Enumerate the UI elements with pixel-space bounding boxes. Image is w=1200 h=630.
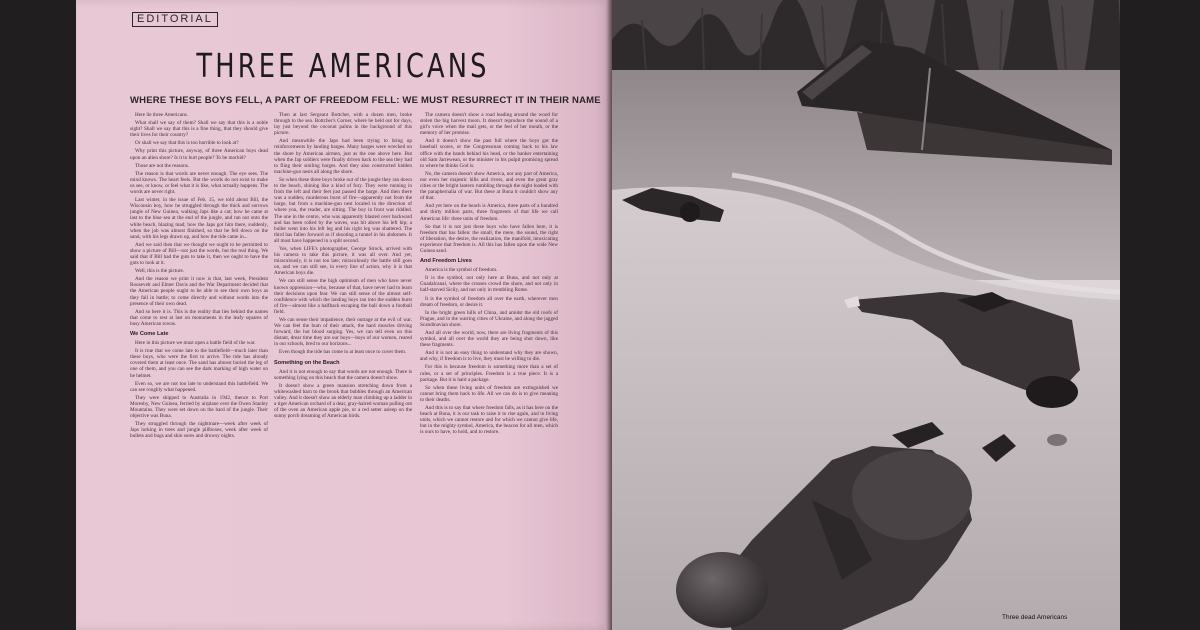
body-paragraph: For this is because freedom is something more than a set of rules, or a set of principles. Freedom is a true piece. It is a package. But it is hard a package. <box>420 364 558 383</box>
section-subhead: And Freedom Lives <box>420 258 472 265</box>
body-paragraph: Here in this picture we must open a battle field of the war. <box>135 340 256 347</box>
body-paragraph: Well, this is the picture. <box>135 268 185 275</box>
body-paragraph: And it is not an easy thing to understand why they are shown, and why, if freedom is to live, they must be willing to die. <box>420 350 558 363</box>
body-paragraph: It is the symbol, not only here at Buna, and not only at Guadalcanal, where the crosses crowd the shore, and not only in half-starved Sicily, and not only in trembling Rome. <box>420 275 558 294</box>
body-paragraph: And all over the world, now, there are living fragments of this symbol, and all over the world they are being shot down, like these fragments. <box>420 330 558 349</box>
body-paragraph: And the reason we print it now is that, last week, President Roosevelt and Elmer Davis and the War Department decided that the American people ought to be able to see their own boys as they fall in battle; to come directly and without words into the presence of their own dead. <box>130 276 268 307</box>
body-paragraph: Even though the tide has come in at least once to cover them. <box>279 349 407 356</box>
photo-caption: Three dead Americans <box>1002 614 1068 621</box>
section-subhead: We Come Late <box>130 331 169 337</box>
body-paragraph: The reason is that words are never enough. The eye sees. The mind knows. The heart feels. But the words do not exist to make us see, or know, or feel what it is like, what actually happens. The words are never right. <box>130 170 268 196</box>
body-paragraph: So when these three boys broke out of the jungle they ran down to the beach, shining like a kind of fury. They were running in from the left and their feet just passed the barge. And then there was a sudden, murderous burst of fire—apparently not from the barge, but from a machine-gun nest located in the direction of where you, the reader, are sitting. The boy in front was riddled. The one in the centre, who was apparently blasted over backward and has been rolled by the waves, was hit above his left hip; a bullet went into his left leg and his right leg was shattered. The third has fallen forward as if shooting a tunnel in his abdomen. It all must have happened in a split second. <box>274 176 412 244</box>
body-paragraph: Why print this picture, anyway, of three American boys dead upon an alien shore? Is it to hurt people? To be morbid? <box>130 148 268 161</box>
body-paragraph: Those are not the reasons. <box>135 162 190 169</box>
subtitle-deck: WHERE THESE BOYS FELL, A PART OF FREEDOM FELL: WE MUST RESURRECT IT IN THEIR NAME <box>130 95 601 106</box>
body-paragraph: And so here it is. This is the reality that lies behind the names that come to rest at last on monuments in the leafy squares of busy American towns. <box>130 308 268 327</box>
body-paragraph: We can still sense the high optimism of men who have never known oppression—who, because of that, have never had to learn their decisions upon fear. We can still sense of the almost self-confidence with which the landing boys ran into the sudden burst of fire—almost like a halfback escaping the ball down a football field. <box>274 278 412 315</box>
body-paragraph: Last winter, in the issue of Feb. 15, we told about Bill, the Wisconsin boy, how he struggled through the thick and sorrows jungle of New Guinea, walking Japs like a cat; how he came at last to the blue sea at the end of the jungle, and ran out onto the white beach, blazing mad; how the Japs got him there, suddenly, when the job was almost finished, so that he fell down on the sand, with his legs drawn up, and how the tide came in... <box>130 197 268 240</box>
right-page <box>612 0 1120 630</box>
body-paragraph: No, the camera doesn't show America, nor any part of America, nor even her majestic hills and rivers, and even the great gray cities or the bright lantern rumbling through the night loaded with the paraphernalia of war. But these at Buna it couldn't show any of that. <box>420 170 558 202</box>
body-paragraph: It is true that we come late to the battlefield—much later than these boys, who were the first to arrive. The tide has already covered them at least once. The sand has almost buried the leg of one of them, and you can see the dark marking of high water on he helmet. <box>130 348 268 379</box>
body-paragraph: And yet here on the beach is America, three parts of a hundred and thirty million parts, three fragments of that life we call American life: three units of freedom. <box>420 203 558 222</box>
body-paragraph: And it doesn't show the past full where the boys got the baseball scores, or the Congressman coming back to his law office with the bands behind his head, or the banker entertaining old Sam Jarrewean, or the minister in his pulpit promising spread to where he thinks God is. <box>420 138 558 169</box>
body-paragraph: Here lie three Americans. <box>135 112 189 118</box>
body-paragraph: And it is not enough to say that words are not enough. There is something lying on this beach that the camera doesn't show. <box>274 368 412 381</box>
body-paragraph: And this is to say that where freedom falls, as it has here on the beach at Buna, it is our task to raise it to rise again, and in living units, which we cannot restore and for which we cannot give life, but in the mighty symbol, America, the beacon for all men, which is ours to have, to hold, and to restore. <box>420 405 558 436</box>
section-kicker: EDITORIAL <box>132 12 218 27</box>
body-paragraph: So that it is not just these boys who have fallen here, it is freedom that has fallen: the small, the mere, the sound, the right of liberation, the desire, the realization, the manifold, intoxicating experience that freedom is. All this has fallen upon the wide New Guinea sand. <box>420 223 558 254</box>
body-paragraph: So when these living units of freedom are extinguished we cannot bring them back to life. All we can do is to give meaning to their deaths. <box>420 384 558 403</box>
body-paragraph: They were shipped to Australia in 1942, thence to Port Moresby, New Guinea, ferried by airplane over the Owen Stanley Mountains. They were set down on the hard of the jungle. Their objective was Buna. <box>130 394 268 420</box>
body-paragraph: Yes, when LIFE's photographer, George Strock, arrived with his camera to take this picture, it was all over. And yet, miraculously, it is not too late; miraculously the battle still goes on, and we can still see, in every line of action, why it is that American boys die. <box>274 245 412 277</box>
body-paragraph: It is the symbol of freedom all over the earth, wherever men dream of freedom, or desire it. <box>420 295 558 308</box>
body-paragraph: Or shall we say that this is too horrible to look at? <box>135 140 239 147</box>
page-title: THREE AMERICANS <box>196 46 490 85</box>
beach-photograph <box>612 0 1120 630</box>
text-column-1 <box>130 112 268 626</box>
body-paragraph: In the bright green hills of China, and amidst the old roofs of Prague, and in the warring cities of Ukraine, and along the jagged Scandinavian shore. <box>420 309 558 328</box>
body-paragraph: We can sense their impatience, their outrage at the evil of war. We can feel the hum of their attack, the hard muscles driving forward, the hot blood surging. Yes, we can tell even on this distant, drear time they are our boys—boys of our women, reared in our schools, bred to our horizons... <box>274 317 412 348</box>
body-paragraph: And meanwhile the Japs had been trying to bring up reinforcements by landing barges. Many barges were wrecked on the shore by American airmen, just as the one above here. But when the Jap soldiers were finally driven back to the sea they had to fling their smiling barges. And they also constructed hidden machine-gun nests all along the shore. <box>274 138 412 175</box>
body-paragraph: The camera doesn't show a road leading around the wood for stolen the big harvest moon. It doesn't reproduce the sound of a girl's voice when the mail gets, or the feel of her mouth, or the memory of her promise. <box>420 112 558 137</box>
body-paragraph: America is the symbol of freedom. <box>425 267 498 274</box>
body-paragraph: What shall we say of them? Shall we say that this is a noble sight? Shall we say that this is a fine thing, that they should give their lives for their country? <box>130 120 268 139</box>
text-column-3 <box>420 112 558 626</box>
section-subhead: Something on the Beach <box>274 359 340 366</box>
body-paragraph: They struggled through the nightmare—week after week of Japs lurking in trees and jungle pillboxes, week after week of bullets and bugs and skin sores and drowsy nights. <box>130 421 268 440</box>
text-column-2 <box>274 112 412 626</box>
body-paragraph: It doesn't show a green mansion stretching down from a whitewashed barn to the brook that bubbles through an American valley. And it doesn't show an elderly man climbing up a ladder in a tiger American orchard of a dear, gray-haired woman pulling out of the oven an American apple pie, or a red setter asleep on the sunny porch dreaming of American birds. <box>274 382 412 420</box>
body-paragraph: And we said then that we thought we ought to be permitted to show a picture of Bill—not just the words, but the real thing. We said that if Bill had the guts to take it, then we ought to have the guts to look at it. <box>130 241 268 267</box>
body-paragraph: Then at last Sergeant Bottcher, with a dozen men, broke through to the sea. Bottcher's Corner, where he held out for days, lay just beyond the coconut palms in the background of this picture. <box>274 112 412 137</box>
body-paragraph: Even so, we are not too late to understand this battlefield. We can see roughly what happened. <box>130 380 268 393</box>
